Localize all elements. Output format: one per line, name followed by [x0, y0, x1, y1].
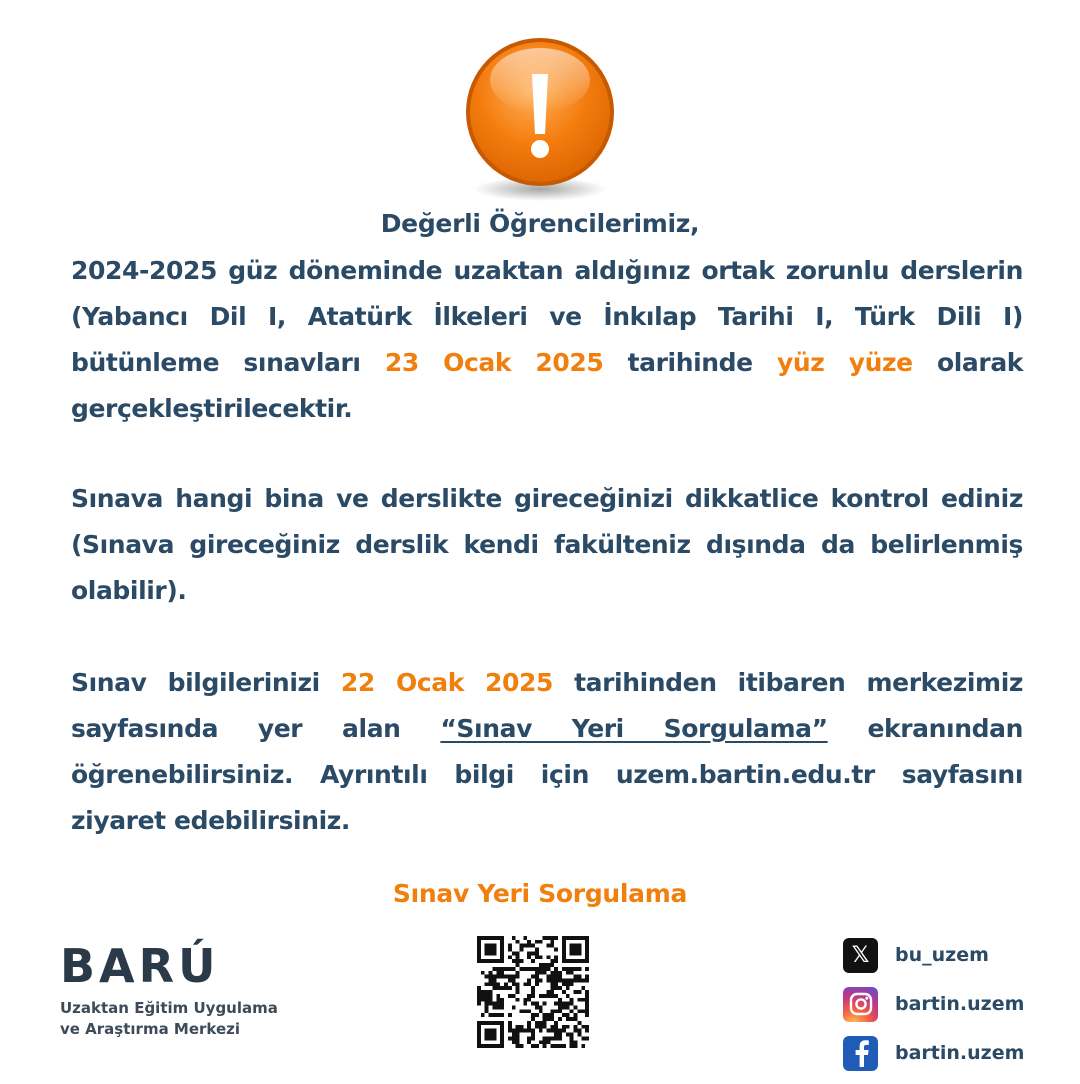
p1-text-3: olarak gerçekleştirilecektir. [71, 348, 1024, 423]
logo-subtitle [60, 998, 320, 1040]
social-links [843, 937, 1043, 1084]
exam-location-query-link[interactable]: Sınav Yeri Sorgulama [392, 879, 688, 908]
social-instagram-handle: bartin.uzem [895, 993, 1025, 1015]
greeting-heading: Değerli Öğrencilerimiz, [380, 209, 700, 238]
logo-wordmark: BARÚ [60, 939, 220, 993]
p3-text-1: Sınav bilgilerinizi [71, 668, 341, 697]
p3-text-3: ekranından öğrenebilirsiniz. Ayrıntılı bilgi için uzem.bartin.edu.tr sayfasını ziyaret edebilirsiniz. [71, 714, 1023, 835]
social-instagram-link[interactable] [843, 986, 1043, 1022]
qr-code-icon[interactable] [477, 936, 589, 1048]
info-date-highlight: 22 Ocak 2025 [340, 668, 553, 697]
exam-location-query-link-inline[interactable]: “Sınav Yeri Sorgulama” [440, 714, 828, 743]
social-facebook-handle: bartin.uzem [895, 1042, 1025, 1064]
logo-subtitle-line-2: ve Araştırma Merkezi [60, 1020, 241, 1038]
announcement-paragraph-1 [71, 248, 1023, 432]
x-twitter-icon: 𝕏 [843, 938, 878, 973]
logo-subtitle-line-1: Uzaktan Eğitim Uygulama [60, 999, 278, 1017]
p1-text-2: tarihinde [603, 348, 777, 377]
social-facebook-link[interactable] [843, 1035, 1043, 1071]
p1-text-1: 2024-2025 güz döneminde uzaktan aldığınız ortak zorunlu derslerin (Yabancı Dil I, Atatürk İlkeleri ve İnkılap Tarihi I, Türk Dili I) bütünleme sınavları [71, 256, 1023, 377]
announcement-paragraph-3 [71, 660, 1023, 844]
warning-icon [462, 34, 618, 204]
p3-text-2: tarihinden itibaren merkezimiz sayfasında yer alan [71, 668, 1024, 743]
baru-logo [60, 939, 320, 1040]
exam-date-highlight: 23 Ocak 2025 [384, 348, 604, 377]
instagram-icon [843, 987, 878, 1022]
facebook-icon [843, 1036, 878, 1071]
announcement-paragraph-2: Sınava hangi bina ve derslikte gireceğinizi dikkatlice kontrol ediniz (Sınava gireceğiniz derslik kendi fakülteniz dışında da belirlenmiş olabilir). [71, 484, 1023, 605]
social-x-link[interactable] [843, 937, 1043, 973]
exam-mode-highlight: yüz yüze [777, 348, 913, 377]
social-x-handle: bu_uzem [895, 944, 989, 966]
